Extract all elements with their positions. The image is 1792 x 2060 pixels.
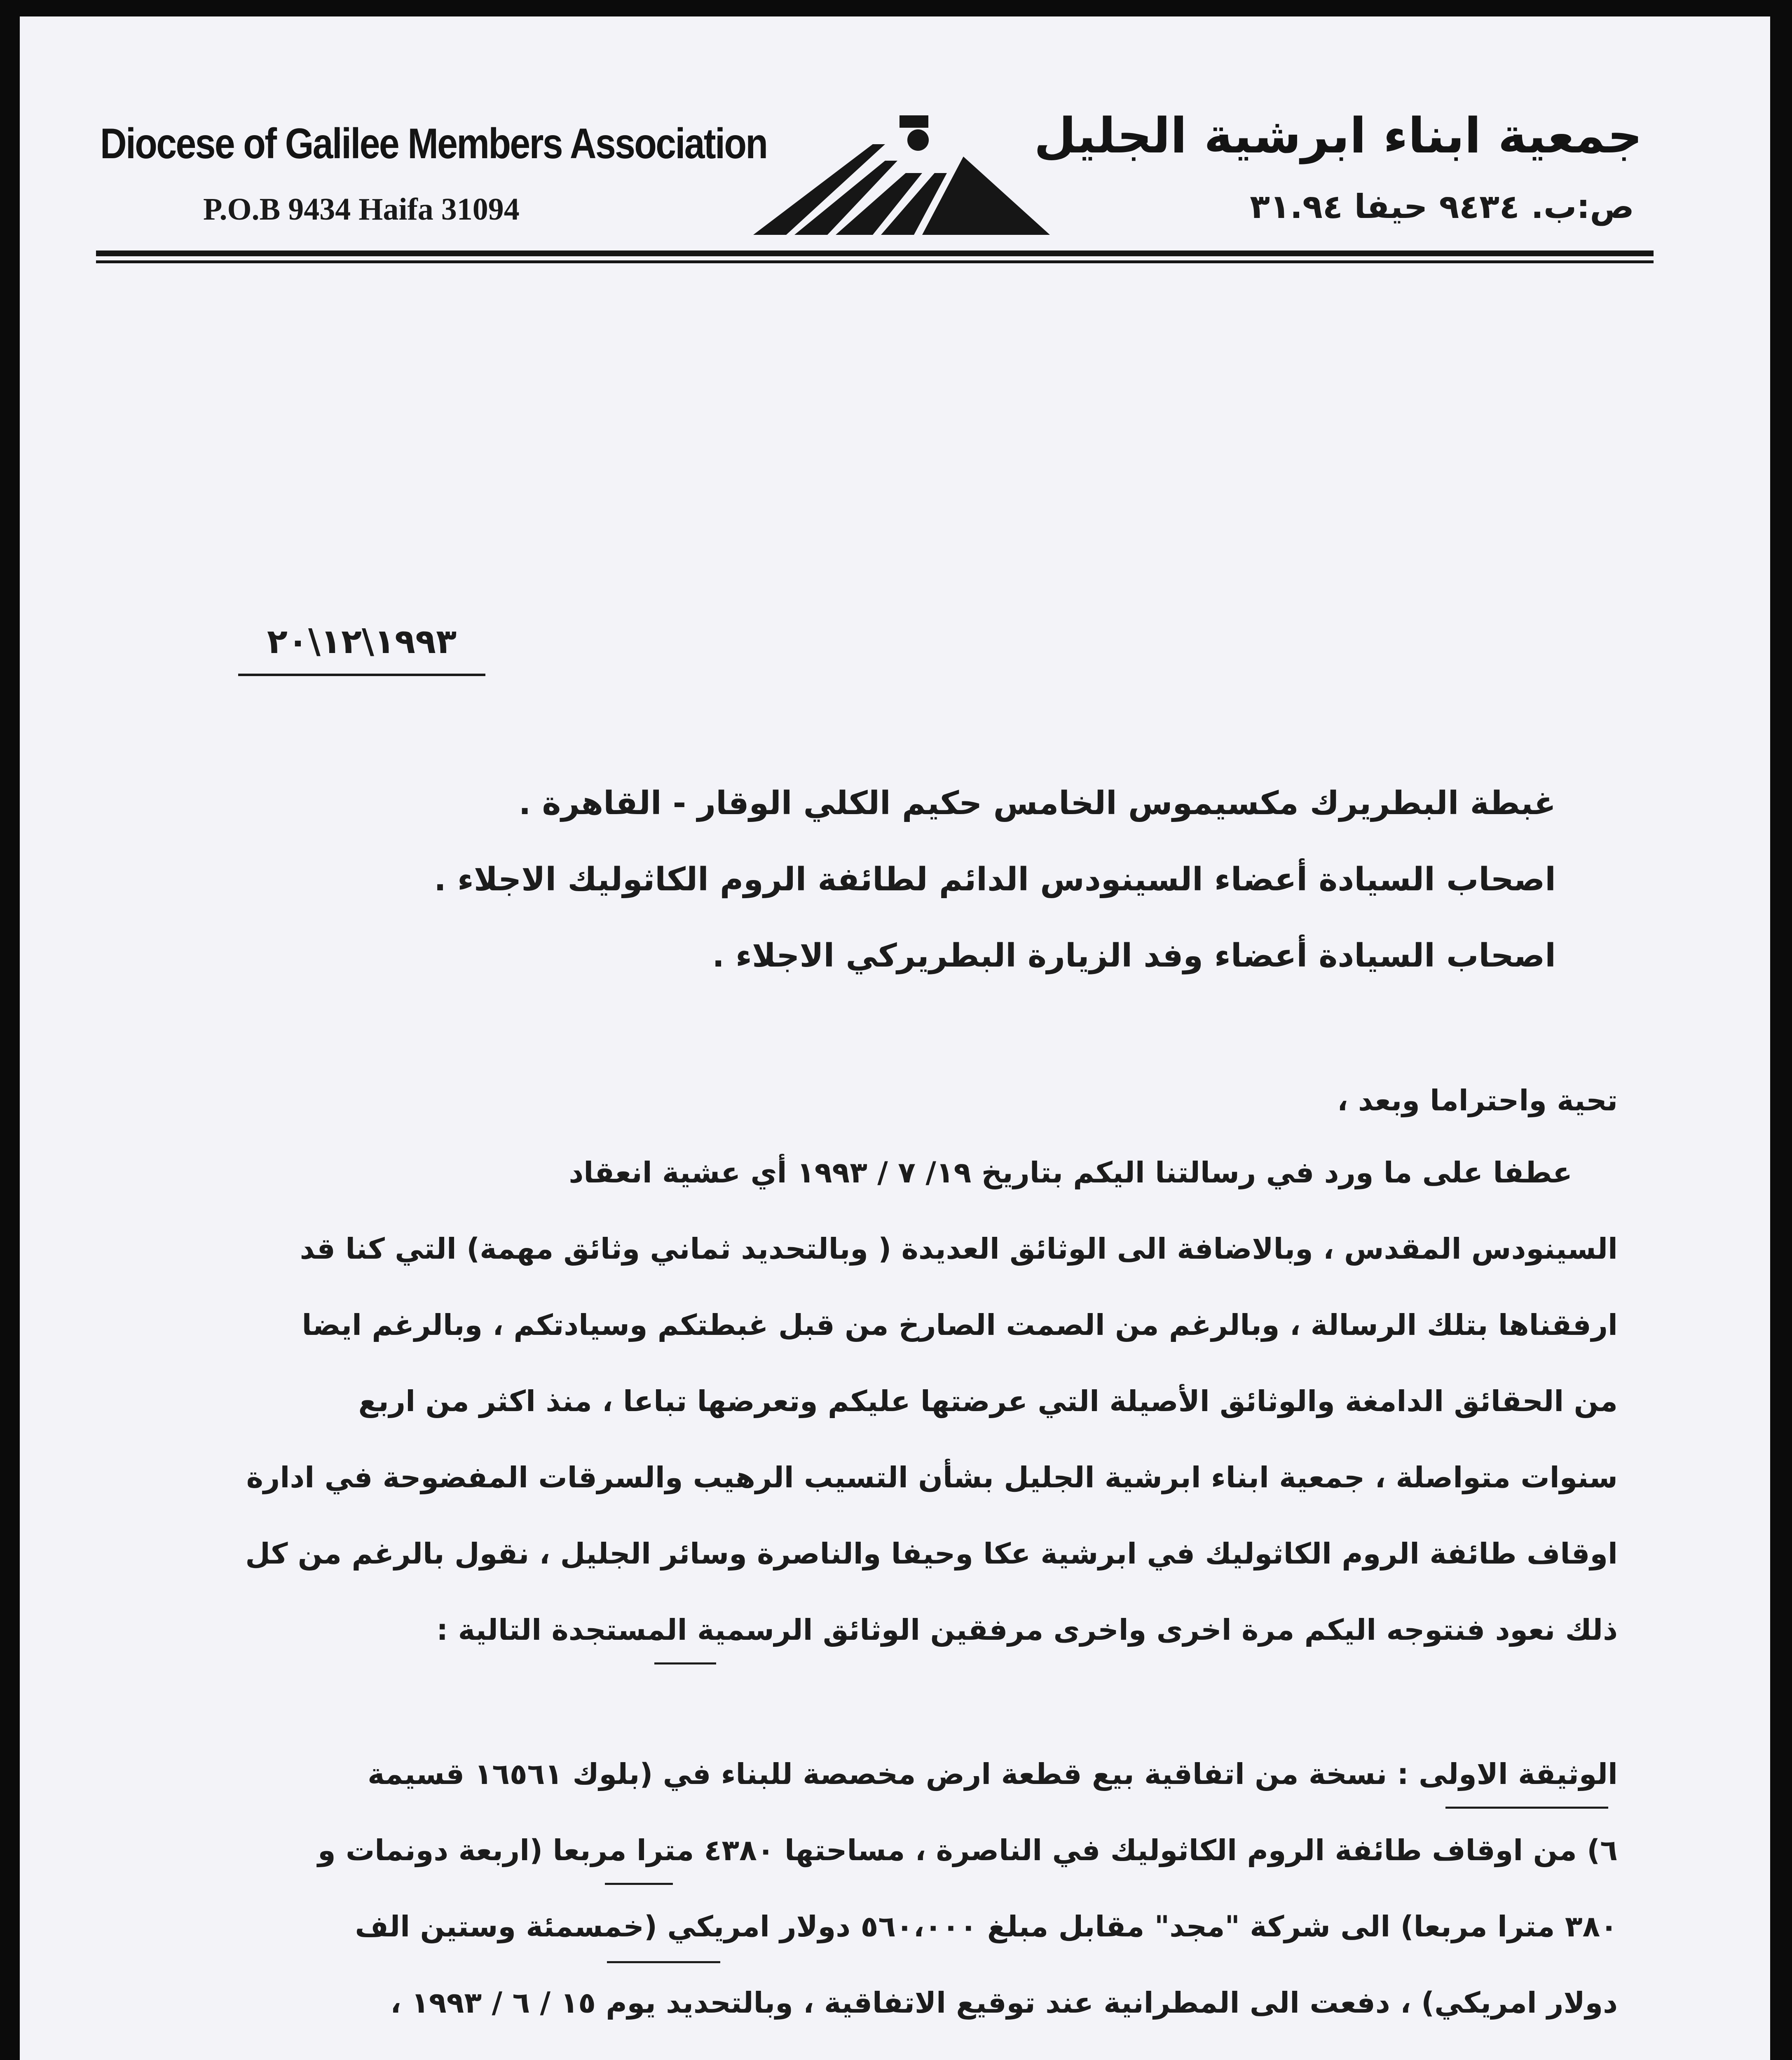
- paragraph-line: السينودس المقدس ، وبالاضافة الى الوثائق العديدة ( وبالتحديد ثماني وثائق مهمة) التي كنا قد: [300, 1232, 1618, 1266]
- paragraph-line: اوقاف طائفة الروم الكاثوليك في ابرشية عكا وحيفا والناصرة وسائر الجليل ، نقول بالرغم من كل: [245, 1537, 1618, 1571]
- paragraph-line: ارفقناها بتلك الرسالة ، وبالرغم من الصمت الصارخ من قبل غبطتكم وسيادتكم ، وبالرغم ايضا: [302, 1308, 1618, 1342]
- paragraph-line: من الحقائق الدامغة والوثائق الأصيلة التي عرضتها عليكم وتعرضها تباعا ، منذ اكثر من اربع: [358, 1384, 1618, 1418]
- document-one-line: ٣٨٠ مترا مربعا) الى شركة "مجد" مقابل مبلغ ٥٦٠،٠٠٠ دولار امريكي (خمسمئة وستين الف: [355, 1910, 1618, 1943]
- document-one-line: الوثيقة الاولى : نسخة من اتفاقية بيع قطعة ارض مخصصة للبناء في (بلوك ١٦٥٦١ قسيمة: [368, 1757, 1618, 1791]
- greeting: تحية واحتراما وبعد ،: [1337, 1084, 1618, 1117]
- header-rule-thick: [96, 250, 1654, 256]
- association-english-po-box: P.O.B 9434 Haifa 31094: [203, 192, 520, 227]
- underline-mark: [605, 1883, 673, 1885]
- paragraph-line: عطفا على ما ورد في رسالتنا اليكم بتاريخ ١٩/ ٧ / ١٩٩٣ أي عشية انعقاد: [569, 1156, 1572, 1189]
- association-arabic-name: جمعية ابناء ابرشية الجليل: [1034, 107, 1642, 164]
- letter-date: ١٩٩٣\١٢\٢٠: [267, 622, 457, 661]
- underline-mark: [1445, 1807, 1608, 1809]
- association-logo: [749, 111, 1054, 239]
- header-rule-thin: [96, 260, 1654, 263]
- addressee-line: اصحاب السيادة أعضاء السينودس الدائم لطائفة الروم الكاثوليك الاجلاء .: [434, 861, 1556, 898]
- addressee-line: غبطة البطريرك مكسيموس الخامس حكيم الكلي الوقار - القاهرة .: [518, 785, 1556, 822]
- date-underline: [238, 674, 485, 676]
- paragraph-line: ذلك نعود فنتوجه اليكم مرة اخرى واخرى مرفقين الوثائق الرسمية المستجدة التالية :: [436, 1613, 1618, 1647]
- underline-mark: [654, 1662, 716, 1664]
- letter-page: [20, 16, 1770, 2060]
- association-english-name: Diocese of Galilee Members Association: [100, 120, 767, 168]
- paragraph-line: سنوات متواصلة ، جمعية ابناء ابرشية الجليل بشأن التسيب الرهيب والسرقات المفضوحة في ادارة: [246, 1461, 1618, 1494]
- underline-mark: [607, 1961, 720, 1963]
- association-arabic-po-box: ص:ب. ٩٤٣٤ حيفا ٣١.٩٤: [1250, 187, 1634, 226]
- addressee-line: اصحاب السيادة أعضاء وفد الزيارة البطريركي الاجلاء .: [712, 937, 1556, 974]
- document-one-line: دولار امريكي) ، دفعت الى المطرانية عند توقيع الاتفاقية ، وبالتحديد يوم ١٥ / ٦ / ١٩٩٣ ،: [390, 1986, 1618, 2020]
- document-one-line: ٦) من اوقاف طائفة الروم الكاثوليك في الناصرة ، مساحتها ٤٣٨٠ مترا مربعا (اربعة دونمات و: [318, 1833, 1618, 1867]
